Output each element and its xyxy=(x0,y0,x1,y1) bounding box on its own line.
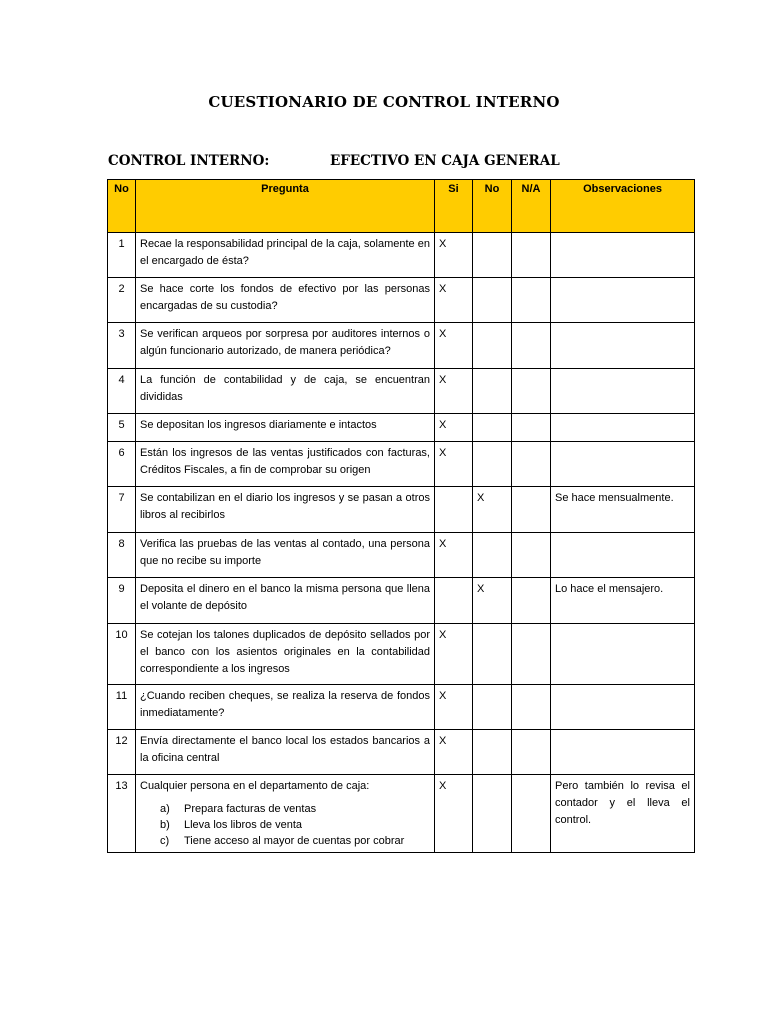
row-question: Se contabilizan en el diario los ingresos y se pasan a otros libros al recibirlos xyxy=(136,487,435,533)
row-number: 7 xyxy=(108,487,136,533)
row-number: 10 xyxy=(108,624,136,685)
row-number: 8 xyxy=(108,533,136,578)
row-answer-na xyxy=(512,233,551,278)
row-number: 2 xyxy=(108,278,136,323)
table-row xyxy=(108,233,695,278)
sub-item-list xyxy=(140,801,430,849)
row-answer-si: X xyxy=(435,624,473,685)
sub-item-letter: a) xyxy=(160,803,170,815)
row-observation xyxy=(551,442,695,487)
row-answer-no xyxy=(473,775,512,853)
control-label: CONTROL INTERNO: xyxy=(108,153,270,169)
row-answer-no xyxy=(473,323,512,369)
row-question: La función de contabilidad y de caja, se encuentran divididas xyxy=(136,369,435,414)
row-observation: Lo hace el mensajero. xyxy=(551,578,695,624)
row-answer-si: X xyxy=(435,685,473,730)
row-number: 12 xyxy=(108,730,136,775)
row-answer-no xyxy=(473,685,512,730)
table-row xyxy=(108,323,695,369)
header-observaciones: Observaciones xyxy=(551,180,695,233)
row-answer-no xyxy=(473,533,512,578)
row-answer-na xyxy=(512,487,551,533)
row-answer-si: X xyxy=(435,730,473,775)
document-title: CUESTIONARIO DE CONTROL INTERNO xyxy=(208,93,560,111)
row-answer-na xyxy=(512,730,551,775)
row-question: Envía directamente el banco local los estados bancarios a la oficina central xyxy=(136,730,435,775)
row-observation xyxy=(551,369,695,414)
row-question: Recae la responsabilidad principal de la caja, solamente en el encargado de ésta? xyxy=(136,233,435,278)
sub-item xyxy=(160,817,430,833)
row-answer-no xyxy=(473,278,512,323)
row-observation xyxy=(551,730,695,775)
table-header-row xyxy=(108,180,695,233)
header-pregunta: Pregunta xyxy=(136,180,435,233)
row-number: 3 xyxy=(108,323,136,369)
header-no: No xyxy=(108,180,136,233)
header-no-answer: No xyxy=(473,180,512,233)
row-observation xyxy=(551,533,695,578)
row-answer-no xyxy=(473,414,512,442)
row-answer-si: X xyxy=(435,775,473,853)
row-answer-no xyxy=(473,369,512,414)
row-answer-si: X xyxy=(435,278,473,323)
row-answer-no xyxy=(473,730,512,775)
row-number: 1 xyxy=(108,233,136,278)
table-row xyxy=(108,775,695,853)
sub-item xyxy=(160,801,430,817)
row-question: ¿Cuando reciben cheques, se realiza la reserva de fondos inmediatamente? xyxy=(136,685,435,730)
row-observation xyxy=(551,323,695,369)
questionnaire-table xyxy=(107,179,695,853)
row-answer-no: X xyxy=(473,578,512,624)
row-question: Están los ingresos de las ventas justificados con facturas, Créditos Fiscales, a fin de comprobar su origen xyxy=(136,442,435,487)
row-observation xyxy=(551,414,695,442)
row-question: Se cotejan los talones duplicados de depósito sellados por el banco con los asientos originales en la contabilidad correspondiente a los ingresos xyxy=(136,624,435,685)
row-question: Deposita el dinero en el banco la misma persona que llena el volante de depósito xyxy=(136,578,435,624)
table-row xyxy=(108,414,695,442)
row-answer-na xyxy=(512,624,551,685)
sub-item xyxy=(160,833,430,849)
header-na: N/A xyxy=(512,180,551,233)
row-number: 5 xyxy=(108,414,136,442)
table-row xyxy=(108,685,695,730)
row-answer-no xyxy=(473,624,512,685)
row-answer-no xyxy=(473,442,512,487)
table-row xyxy=(108,578,695,624)
row-answer-na xyxy=(512,323,551,369)
table-row xyxy=(108,442,695,487)
row-question: Se verifican arqueos por sorpresa por auditores internos o algún funcionario autorizado, de manera periódica? xyxy=(136,323,435,369)
row-answer-si: X xyxy=(435,233,473,278)
row-observation xyxy=(551,624,695,685)
row-observation: Se hace mensualmente. xyxy=(551,487,695,533)
row-answer-no: X xyxy=(473,487,512,533)
sub-item-letter: c) xyxy=(160,835,170,847)
table-row xyxy=(108,624,695,685)
table-row xyxy=(108,487,695,533)
sub-item-text: Tiene acceso al mayor de cuentas por cobrar xyxy=(184,835,405,847)
row-observation xyxy=(551,685,695,730)
row-answer-si: X xyxy=(435,414,473,442)
row-question-text: Cualquier persona en el departamento de caja: xyxy=(140,780,370,792)
row-answer-si: X xyxy=(435,323,473,369)
table-row xyxy=(108,730,695,775)
table-row xyxy=(108,278,695,323)
row-answer-na xyxy=(512,533,551,578)
row-answer-si xyxy=(435,487,473,533)
header-si: Si xyxy=(435,180,473,233)
row-answer-si xyxy=(435,578,473,624)
row-number: 6 xyxy=(108,442,136,487)
sub-item-letter: b) xyxy=(160,819,170,831)
row-question: Se hace corte los fondos de efectivo por las personas encargadas de su custodia? xyxy=(136,278,435,323)
row-answer-si: X xyxy=(435,442,473,487)
row-observation: Pero también lo revisa el contador y el lleva el control. xyxy=(551,775,695,853)
row-observation xyxy=(551,278,695,323)
row-answer-no xyxy=(473,233,512,278)
row-question: Se depositan los ingresos diariamente e intactos xyxy=(136,414,435,442)
table-row xyxy=(108,369,695,414)
row-question xyxy=(136,775,435,853)
row-number: 4 xyxy=(108,369,136,414)
sub-item-text: Prepara facturas de ventas xyxy=(184,803,317,815)
row-question: Verifica las pruebas de las ventas al contado, una persona que no recibe su importe xyxy=(136,533,435,578)
row-answer-na xyxy=(512,414,551,442)
row-answer-na xyxy=(512,685,551,730)
row-answer-si: X xyxy=(435,369,473,414)
row-answer-na xyxy=(512,278,551,323)
row-answer-na xyxy=(512,578,551,624)
row-answer-na xyxy=(512,775,551,853)
row-answer-na xyxy=(512,369,551,414)
row-observation xyxy=(551,233,695,278)
row-answer-si: X xyxy=(435,533,473,578)
table-row xyxy=(108,533,695,578)
row-answer-na xyxy=(512,442,551,487)
control-value: EFECTIVO EN CAJA GENERAL xyxy=(330,153,560,169)
row-number: 13 xyxy=(108,775,136,853)
sub-item-text: Lleva los libros de venta xyxy=(184,819,303,831)
row-number: 11 xyxy=(108,685,136,730)
row-number: 9 xyxy=(108,578,136,624)
